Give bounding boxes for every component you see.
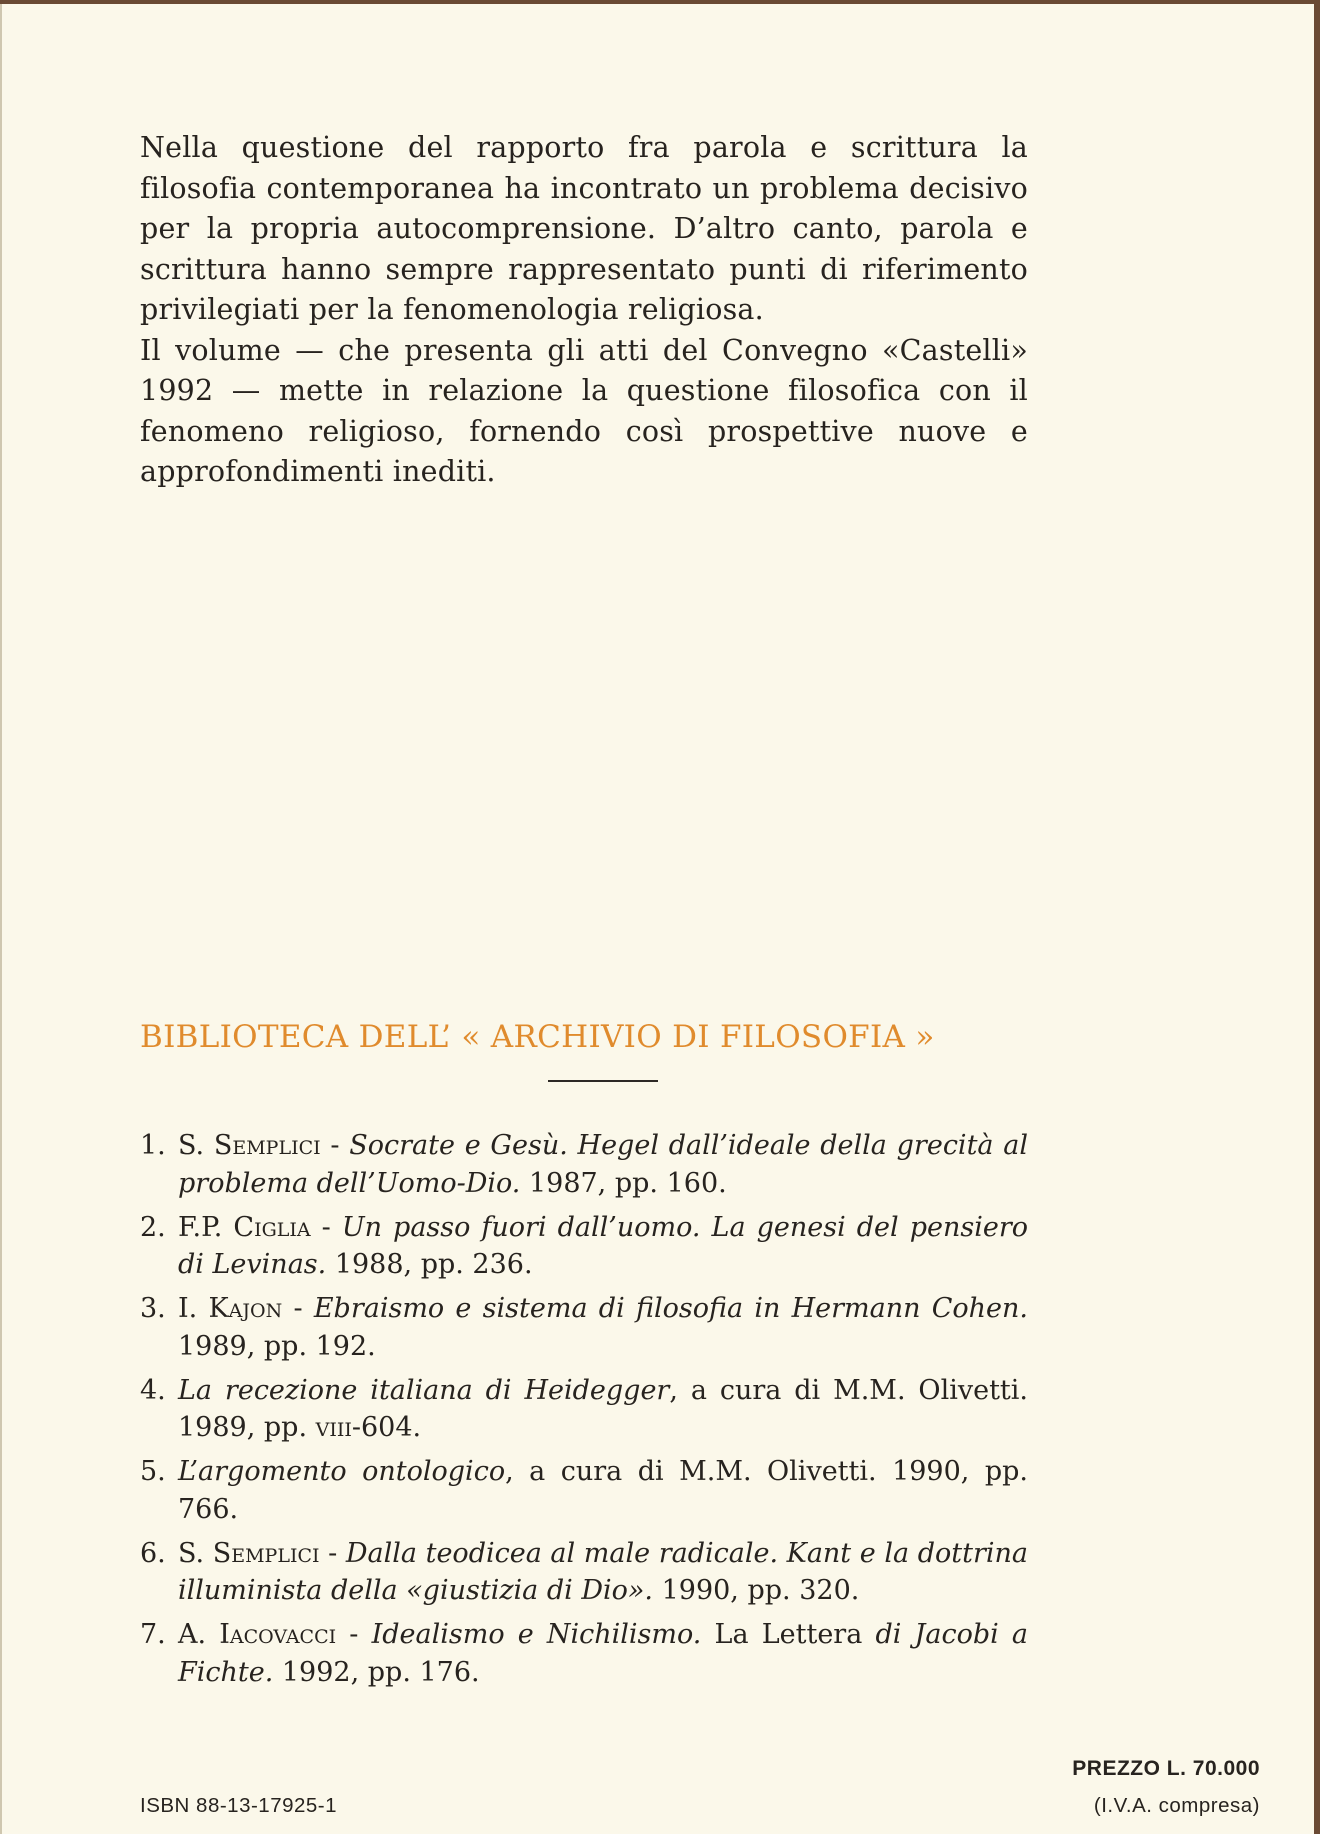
item-details: 1988, pp. 236.: [326, 1249, 533, 1280]
item-separator: -: [320, 1130, 350, 1161]
series-title: BIBLIOTECA DELL’ « ARCHIVIO DI FILOSOFIA »: [140, 1019, 935, 1055]
item-number: 5.: [140, 1456, 166, 1487]
item-number: 4.: [140, 1374, 166, 1406]
item-title: L’argomento ontologico: [178, 1456, 506, 1487]
list-item: [140, 1372, 1028, 1447]
blurb-text: [140, 128, 1028, 493]
item-number: 3.: [140, 1293, 166, 1324]
item-author: S. Semplici: [178, 1130, 321, 1161]
item-number: 1.: [140, 1130, 166, 1161]
book-list: [140, 1127, 1028, 1698]
list-item: [140, 1616, 1028, 1691]
item-details: , a cura di M.M. Olivetti. 1989, pp.: [178, 1374, 1028, 1443]
item-title-cont: di Jacobi a Fichte.: [178, 1619, 1028, 1688]
item-title: Socrate e Gesù. Hegel dall’ideale della grecità al problema dell’Uomo-Dio.: [178, 1130, 1028, 1199]
item-author: A. Iacovacci: [178, 1619, 337, 1650]
item-details: 1987, pp. 160.: [520, 1167, 727, 1199]
blurb-paragraph-1: Nella questione del rapporto fra parola e scrittura la filosofia contemporanea ha incontrato un problema decisivo per la propria autocomprensione. D’altro canto, parola e scrittura hanno sempre rappresentato punti di riferimento privilegiati per la fenomenologia religiosa.: [140, 131, 1028, 326]
item-details: , a cura di M.M. Olivetti. 1990, pp. 766.: [178, 1456, 1028, 1525]
item-title: Un passo fuori dall’uomo. La genesi del pensiero di Levinas.: [178, 1211, 1028, 1280]
item-title: Idealismo e Nichilismo.: [371, 1619, 702, 1650]
item-details-end: -604.: [351, 1412, 422, 1443]
item-number: 7.: [140, 1619, 166, 1650]
blurb-paragraph-2: Il volume — che presenta gli atti del Convegno «Castelli» 1992 — mette in relazione la questione filosofica con il fenomeno religioso, fornendo così prospettive nuove e approfondimenti inediti.: [140, 333, 1028, 488]
item-details: 1992, pp. 176.: [273, 1656, 480, 1688]
item-separator: -: [336, 1619, 372, 1650]
list-item: [140, 1127, 1028, 1202]
back-cover: [0, 4, 1314, 1834]
list-item: [140, 1535, 1028, 1610]
item-roman-numeral: viii: [315, 1412, 352, 1443]
item-separator: -: [310, 1211, 342, 1243]
item-plain-text: La Lettera: [701, 1619, 876, 1650]
item-separator: -: [319, 1537, 346, 1569]
item-author: S. Semplici: [178, 1537, 320, 1569]
list-item: [140, 1290, 1028, 1365]
item-author: F.P. Ciglia: [178, 1211, 311, 1243]
item-details: 1990, pp. 320.: [653, 1575, 860, 1606]
item-title: Dalla teodicea al male radicale. Kant e la dottrina illuminista della «giustizia di Dio».: [178, 1537, 1028, 1606]
item-separator: -: [282, 1293, 314, 1324]
price: PREZZO L. 70.000: [1072, 1757, 1260, 1780]
item-number: 2.: [140, 1211, 166, 1243]
item-title: La recezione italiana di Heidegger: [178, 1374, 670, 1406]
item-title: Ebraismo e sistema di filosofia in Hermann Cohen.: [313, 1293, 1028, 1324]
list-item: [140, 1453, 1028, 1528]
vat-note: (I.V.A. compresa): [1093, 1794, 1260, 1817]
list-item: [140, 1209, 1028, 1284]
item-author: I. Kajon: [178, 1293, 283, 1324]
item-details: 1989, pp. 192.: [178, 1330, 376, 1362]
isbn: ISBN 88-13-17925-1: [140, 1794, 338, 1817]
item-number: 6.: [140, 1537, 166, 1569]
series-divider: [548, 1080, 658, 1082]
